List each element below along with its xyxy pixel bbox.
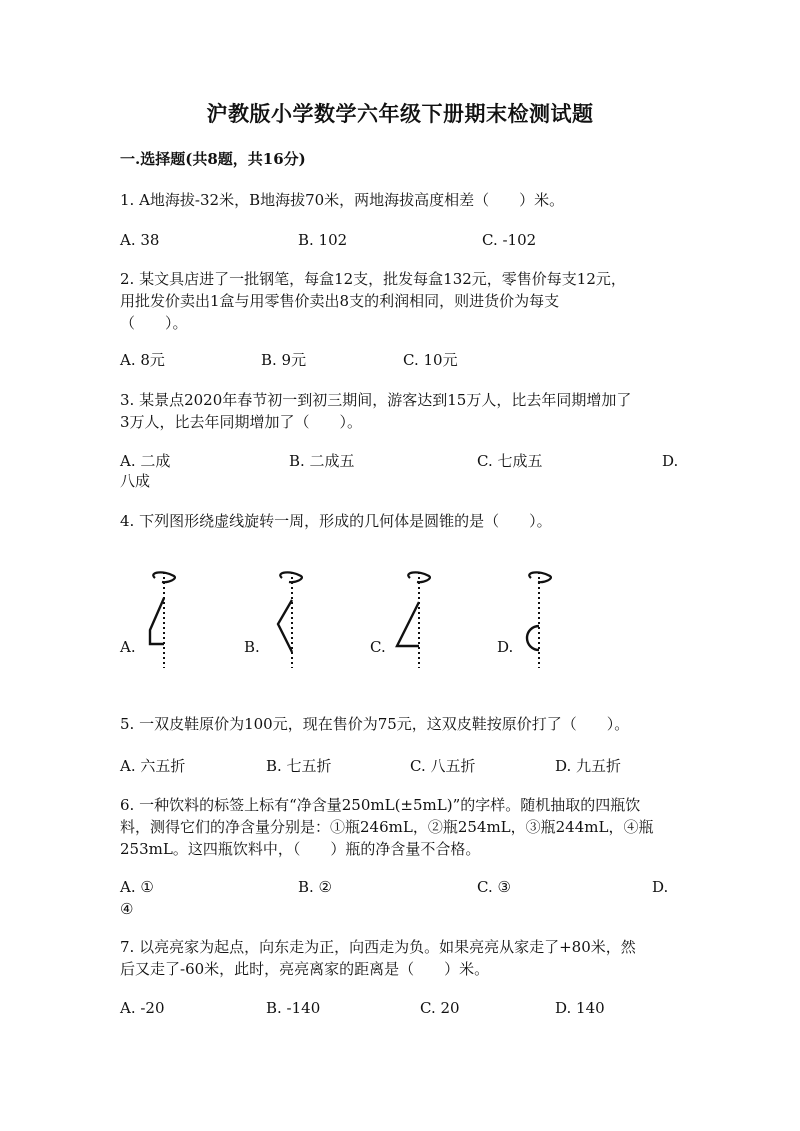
question-5-text: 5. 一双皮鞋原价为100元，现在售价为75元，这双皮鞋按原价打了（ ）。 xyxy=(120,715,630,733)
question-2-option-b: B. 9元 xyxy=(261,351,307,369)
figure-b-outline xyxy=(278,600,292,652)
question-6-option-b: B. ② xyxy=(298,878,333,896)
question-7-text-line-2: 后又走了-60米，此时，亮亮离家的距离是（ ）米。 xyxy=(120,960,490,978)
question-1-text: 1. A地海拔-32米，B地海拔70米，两地海拔高度相差（ ）米。 xyxy=(120,191,565,209)
question-4-option-a: A. xyxy=(120,638,136,656)
question-7-option-d: D. 140 xyxy=(555,999,605,1017)
question-3-option-b: B. 二成五 xyxy=(289,452,355,470)
question-7-option-c: C. 20 xyxy=(420,999,460,1017)
question-3-text-line-1: 3. 某景点2020年春节初一到初三期间，游客达到15万人，比去年同期增加了 xyxy=(120,391,632,409)
question-1-option-c: C. -102 xyxy=(482,231,537,249)
question-5-option-b: B. 七五折 xyxy=(266,757,332,775)
rotation-arrow-icon xyxy=(529,572,551,582)
question-3-option-d-text: 八成 xyxy=(120,472,151,490)
question-5-option-c: C. 八五折 xyxy=(410,757,476,775)
question-7-option-a: A. -20 xyxy=(120,999,165,1017)
question-2-text-line-2: 用批发价卖出1盒与用零售价卖出8支的利润相同，则进货价为每支 xyxy=(120,292,560,310)
question-2-option-a: A. 8元 xyxy=(120,351,165,369)
question-6-text-line-1: 6. 一种饮料的标签上标有“净含量250mL(±5mL)”的字样。随机抽取的四瓶饮 xyxy=(120,796,641,814)
question-3-text-line-2: 3万人，比去年同期增加了（ ）。 xyxy=(120,413,363,431)
figure-d-outline xyxy=(527,626,539,650)
figure-a-rotation-shape xyxy=(138,568,188,670)
question-2-option-c: C. 10元 xyxy=(403,351,458,369)
question-7-text-line-1: 7. 以亮亮家为起点，向东走为正，向西走为负。如果亮亮从家走了+80米，然 xyxy=(120,938,636,956)
question-4-option-c: C. xyxy=(370,638,386,656)
question-1-option-b: B. 102 xyxy=(298,231,348,249)
question-3-option-a: A. 二成 xyxy=(120,452,171,470)
question-6-option-a: A. ① xyxy=(120,878,154,896)
question-4-text: 4. 下列图形绕虚线旋转一周，形成的几何体是圆锥的是（ ）。 xyxy=(120,512,552,530)
question-1-option-a: A. 38 xyxy=(120,231,160,249)
question-3-option-c: C. 七成五 xyxy=(477,452,543,470)
figure-c-outline xyxy=(397,602,419,646)
question-2-text-line-1: 2. 某文具店进了一批钢笔，每盒12支，批发每盒132元，零售价每支12元， xyxy=(120,270,626,288)
question-6-option-d-text: ④ xyxy=(120,900,134,918)
section-heading: 一.选择题(共8题，共16分) xyxy=(120,150,306,168)
figure-b-rotation-shape xyxy=(266,568,316,670)
question-4-option-d: D. xyxy=(497,638,514,656)
figure-d-rotation-shape xyxy=(517,568,567,670)
figure-c-rotation-shape xyxy=(393,568,443,670)
figure-a-outline xyxy=(150,598,164,644)
question-7-option-b: B. -140 xyxy=(266,999,321,1017)
question-2-text-line-3: （ ）。 xyxy=(120,314,188,332)
question-5-option-d: D. 九五折 xyxy=(555,757,622,775)
question-4-option-b: B. xyxy=(244,638,260,656)
question-6-option-c: C. ③ xyxy=(477,878,511,896)
page-title: 沪教版小学数学六年级下册期末检测试题 xyxy=(206,101,594,126)
question-6-text-line-2: 料，测得它们的净含量分别是：①瓶246mL，②瓶254mL，③瓶244mL，④瓶 xyxy=(120,818,654,836)
question-6-text-line-3: 253mL。这四瓶饮料中，（ ）瓶的净含量不合格。 xyxy=(120,840,481,858)
question-3-option-d: D. xyxy=(662,452,679,470)
question-5-option-a: A. 六五折 xyxy=(120,757,186,775)
question-6-option-d: D. xyxy=(652,878,669,896)
